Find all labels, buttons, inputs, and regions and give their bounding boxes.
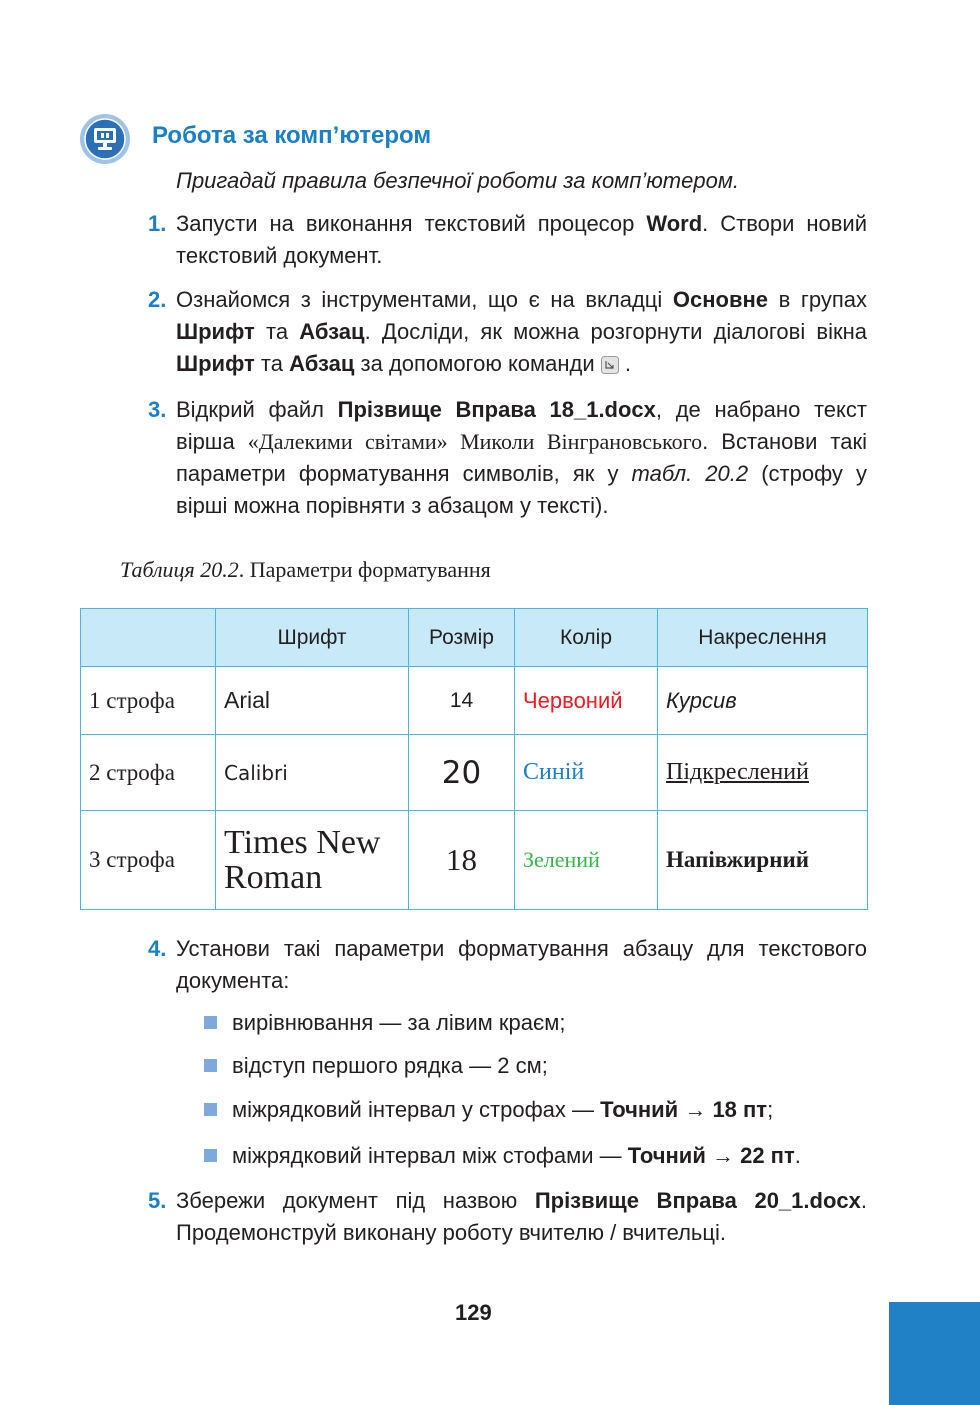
step-text: Відкрий файл [176, 397, 338, 422]
bullet-bold: 22 пт [740, 1143, 795, 1168]
bullet-square-icon [204, 1149, 217, 1162]
step-text: (строфу у вірші можна порівняти з абзацом у тексті). [176, 461, 868, 518]
step-text: Установи такі параметри форматування абзацу для текстового документа: [176, 936, 867, 993]
step-text: Збережи документ під назвою [176, 1188, 535, 1213]
step-bold: Шрифт [176, 351, 255, 376]
step-text: . Досліди, як можна розгорнути діалогові вікна [364, 319, 867, 344]
step-number: 2. [148, 287, 167, 312]
font-cell: Calibri [216, 735, 409, 811]
header-cell: Шрифт [216, 609, 409, 667]
list-item [204, 1097, 773, 1123]
step-text: Запусти на виконання текстовий процесор [176, 211, 647, 236]
dialog-launcher-icon [601, 351, 619, 369]
style-cell: Курсив [658, 667, 868, 735]
step-1 [148, 208, 867, 272]
step-text: . [618, 351, 632, 376]
header-cell [81, 609, 216, 667]
bullet-text: міжрядковий інтервал у строфах — [232, 1097, 601, 1122]
style-cell: Підкреслений [658, 735, 868, 811]
step-bold: Шрифт [176, 319, 255, 344]
formatting-table [80, 608, 868, 910]
row-label: 3 строфа [81, 811, 216, 910]
table-header-row [81, 609, 868, 667]
table-row [81, 735, 868, 811]
row-label: 1 строфа [81, 667, 216, 735]
step-bold: Абзац [289, 351, 355, 376]
list-item [204, 1010, 565, 1036]
header-cell: Накреслення [658, 609, 868, 667]
page-number: 129 [455, 1300, 492, 1325]
font-cell: Times New Roman [216, 811, 409, 910]
color-cell: Синій [515, 735, 658, 811]
step-text: . Встанови такі параметри форматування символів, як у [176, 429, 868, 486]
table-row [81, 811, 868, 910]
header-cell: Колір [515, 609, 658, 667]
step-number: 1. [148, 211, 167, 236]
step-text: за допомогою команди [354, 351, 595, 376]
color-cell: Зелений [515, 811, 658, 910]
size-cell: 20 [409, 735, 515, 811]
bullet-square-icon [204, 1016, 217, 1029]
section-title: Робота за комп’ютером [152, 122, 432, 149]
bullet-text: міжрядковий інтервал між стофами — [232, 1143, 628, 1168]
table-reference: табл. 20.2 [631, 461, 749, 486]
step-number: 4. [148, 936, 167, 961]
table-caption [120, 557, 491, 583]
step-3 [148, 394, 867, 522]
step-5 [148, 1185, 867, 1249]
step-bold: Абзац [299, 319, 365, 344]
bullet-text: ; [767, 1097, 774, 1122]
bullet-text: відступ першого рядка — 2 см; [232, 1053, 548, 1078]
size-cell: 14 [409, 667, 515, 735]
list-item [204, 1053, 548, 1079]
bullet-bold: Точний [627, 1143, 706, 1168]
step-4 [148, 933, 867, 997]
step-number: 5. [148, 1188, 167, 1213]
size-cell: 18 [409, 811, 515, 910]
computer-monitor-icon [79, 113, 131, 165]
step-bold: Основне [672, 287, 768, 312]
step-bold: Прізвище Вправа 20_1.docx [534, 1188, 861, 1213]
list-item [204, 1143, 801, 1169]
step-text: та [254, 351, 290, 376]
caption-text: . Параметри форматування [238, 557, 491, 582]
page-corner-tab [889, 1302, 980, 1405]
style-cell: Напівжирний [658, 811, 868, 910]
color-cell: Червоний [515, 667, 658, 735]
bullet-text: . [794, 1143, 801, 1168]
step-number: 3. [148, 397, 167, 422]
step-text: та [254, 319, 300, 344]
step-2 [148, 284, 867, 380]
font-cell: Arial [216, 667, 409, 735]
poem-title: «Далекими світами» Миколи Вінграновського [247, 429, 703, 454]
intro-text: Пригадай правила безпечної роботи за комп’ютером. [176, 168, 740, 193]
step-text: в групах [768, 287, 867, 312]
bullet-square-icon [204, 1103, 217, 1116]
bullet-text: вирівнювання — за лівим краєм; [232, 1010, 566, 1035]
bullet-arrow: → [678, 1097, 713, 1122]
step-text: . Продемонструй виконану роботу вчителю / вчительці. [176, 1188, 867, 1245]
step-text: , де набрано текст вірша [176, 397, 867, 454]
step-text: Ознайомся з інструментами, що є на вкладці [176, 287, 673, 312]
caption-label: Таблиця 20.2 [120, 557, 239, 582]
header-cell: Розмір [409, 609, 515, 667]
step-bold: Прізвище Вправа 18_1.docx [337, 397, 656, 422]
row-label: 2 строфа [81, 735, 216, 811]
table-row [81, 667, 868, 735]
bullet-bold: Точний [600, 1097, 679, 1122]
bullet-bold: 18 пт [712, 1097, 768, 1122]
step-text: . Створи новий текстовий документ. [176, 211, 868, 268]
step-bold: Word [646, 211, 703, 236]
bullet-square-icon [204, 1059, 217, 1072]
bullet-arrow: → [705, 1143, 741, 1168]
